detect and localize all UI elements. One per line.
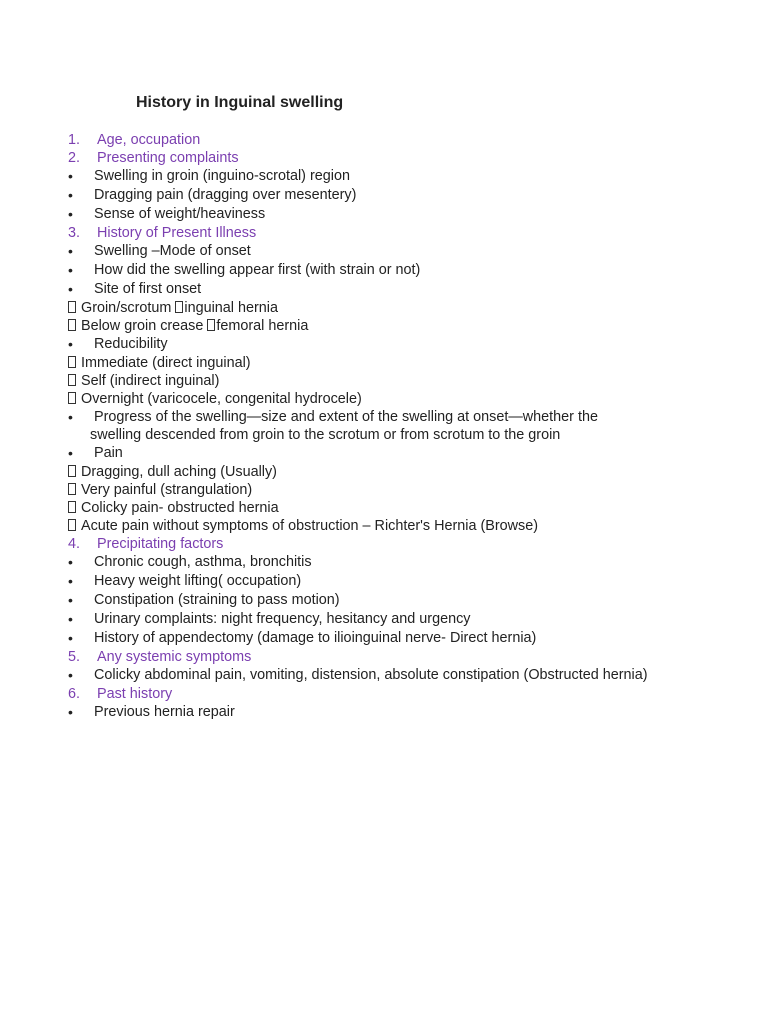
missing-glyph-box-icon — [68, 392, 76, 404]
missing-glyph-box-icon — [207, 319, 215, 331]
section-label: Precipitating factors — [97, 536, 224, 552]
section-number: 1. — [68, 132, 81, 148]
sub-item-text: Self (indirect inguinal) — [81, 373, 220, 389]
list-item — [68, 629, 728, 648]
list-item — [68, 591, 728, 610]
sub-item-text: Acute pain without symptoms of obstruction – Richter's Hernia (Browse) — [81, 518, 539, 534]
bullet-icon: • — [68, 168, 73, 184]
section-heading-age — [68, 131, 728, 149]
section-label: Age, occupation — [97, 132, 201, 148]
list-item-text: Previous hernia repair — [94, 704, 235, 720]
list-item-text: Sense of weight/heaviness — [94, 206, 266, 222]
list-item — [68, 335, 728, 354]
sub-item-text: Overnight (varicocele, congenital hydrocele) — [81, 391, 362, 407]
bullet-icon: • — [68, 592, 73, 608]
list-item — [68, 572, 728, 591]
missing-glyph-box-icon — [68, 301, 76, 313]
list-item-text: Pain — [94, 445, 123, 461]
section-label: History of Present Illness — [97, 225, 257, 241]
missing-glyph-box-icon — [68, 483, 76, 495]
sub-item — [68, 372, 728, 390]
sub-item-text: inguinal hernia — [184, 300, 278, 316]
section-label: Any systemic symptoms — [97, 649, 252, 665]
sub-item — [68, 463, 728, 481]
section-number: 5. — [68, 649, 81, 665]
sub-item-text: Dragging, dull aching (Usually) — [81, 464, 277, 480]
list-item — [68, 261, 728, 280]
list-item — [68, 408, 628, 444]
list-item — [68, 186, 728, 205]
bullet-icon: • — [68, 187, 73, 203]
list-item-text — [90, 408, 624, 444]
bullet-icon: • — [68, 336, 73, 352]
section-heading-presenting-complaints — [68, 149, 728, 167]
sub-item-text: femoral hernia — [216, 318, 309, 334]
sub-item — [68, 481, 728, 499]
list-item-text-line-2: swelling descended from groin to the scrotum or from scrotum to the groin — [90, 427, 561, 443]
section-heading-precipitating-factors — [68, 535, 728, 553]
bullet-icon: • — [68, 554, 73, 570]
bullet-icon: • — [68, 704, 73, 720]
sub-item — [68, 499, 728, 517]
sub-item — [68, 390, 728, 408]
list-item — [68, 553, 728, 572]
sub-item-text: Immediate (direct inguinal) — [81, 355, 251, 371]
bullet-icon: • — [68, 409, 73, 425]
list-item-text: Swelling –Mode of onset — [94, 243, 251, 259]
list-item — [68, 703, 728, 722]
section-number: 3. — [68, 225, 81, 241]
list-item — [68, 280, 728, 299]
page-title: History in Inguinal swelling — [136, 94, 344, 111]
bullet-icon: • — [68, 206, 73, 222]
bullet-icon: • — [68, 630, 73, 646]
missing-glyph-box-icon — [175, 301, 183, 313]
bullet-icon: • — [68, 667, 73, 683]
sub-item-text: Very painful (strangulation) — [81, 482, 253, 498]
section-number: 2. — [68, 150, 81, 166]
list-item — [68, 205, 728, 224]
missing-glyph-box-icon — [68, 319, 76, 331]
section-number: 4. — [68, 536, 81, 552]
list-item — [68, 610, 728, 629]
document-body — [68, 131, 728, 722]
list-item-text-line-1: Progress of the swelling—size and extent of the swelling at onset—whether the — [94, 409, 598, 425]
list-item-text: Reducibility — [94, 336, 168, 352]
sub-item-text: Groin/scrotum — [81, 300, 172, 316]
section-heading-systemic-symptoms — [68, 648, 728, 666]
sub-item-text: Below groin crease — [81, 318, 204, 334]
sub-item — [68, 354, 728, 372]
section-label: Presenting complaints — [97, 150, 239, 166]
list-item — [68, 167, 728, 186]
missing-glyph-box-icon — [68, 356, 76, 368]
list-item-text: Urinary complaints: night frequency, hesitancy and urgency — [94, 611, 471, 627]
list-item-text: Swelling in groin (inguino-scrotal) region — [94, 168, 350, 184]
missing-glyph-box-icon — [68, 465, 76, 477]
sub-item — [68, 517, 728, 535]
bullet-icon: • — [68, 611, 73, 627]
bullet-icon: • — [68, 243, 73, 259]
section-number: 6. — [68, 686, 81, 702]
list-item — [68, 444, 728, 463]
sub-item — [68, 317, 728, 335]
bullet-icon: • — [68, 281, 73, 297]
section-label: Past history — [97, 686, 173, 702]
list-item-text: Constipation (straining to pass motion) — [94, 592, 340, 608]
bullet-icon: • — [68, 445, 73, 461]
bullet-icon: • — [68, 573, 73, 589]
section-heading-past-history — [68, 685, 728, 703]
sub-item — [68, 299, 728, 317]
missing-glyph-box-icon — [68, 374, 76, 386]
list-item-text: History of appendectomy (damage to ilioinguinal nerve- Direct hernia) — [94, 630, 537, 646]
section-heading-present-illness — [68, 224, 728, 242]
bullet-icon: • — [68, 262, 73, 278]
list-item — [68, 666, 728, 685]
list-item — [68, 242, 728, 261]
list-item-text: Heavy weight lifting( occupation) — [94, 573, 302, 589]
sub-item-text: Colicky pain- obstructed hernia — [81, 500, 279, 516]
list-item-text: How did the swelling appear first (with strain or not) — [94, 262, 421, 278]
missing-glyph-box-icon — [68, 519, 76, 531]
list-item-text: Site of first onset — [94, 281, 202, 297]
list-item-text: Chronic cough, asthma, bronchitis — [94, 554, 312, 570]
list-item-text: Dragging pain (dragging over mesentery) — [94, 187, 357, 203]
list-item-text: Colicky abdominal pain, vomiting, distension, absolute constipation (Obstructed hernia) — [94, 667, 648, 683]
missing-glyph-box-icon — [68, 501, 76, 513]
